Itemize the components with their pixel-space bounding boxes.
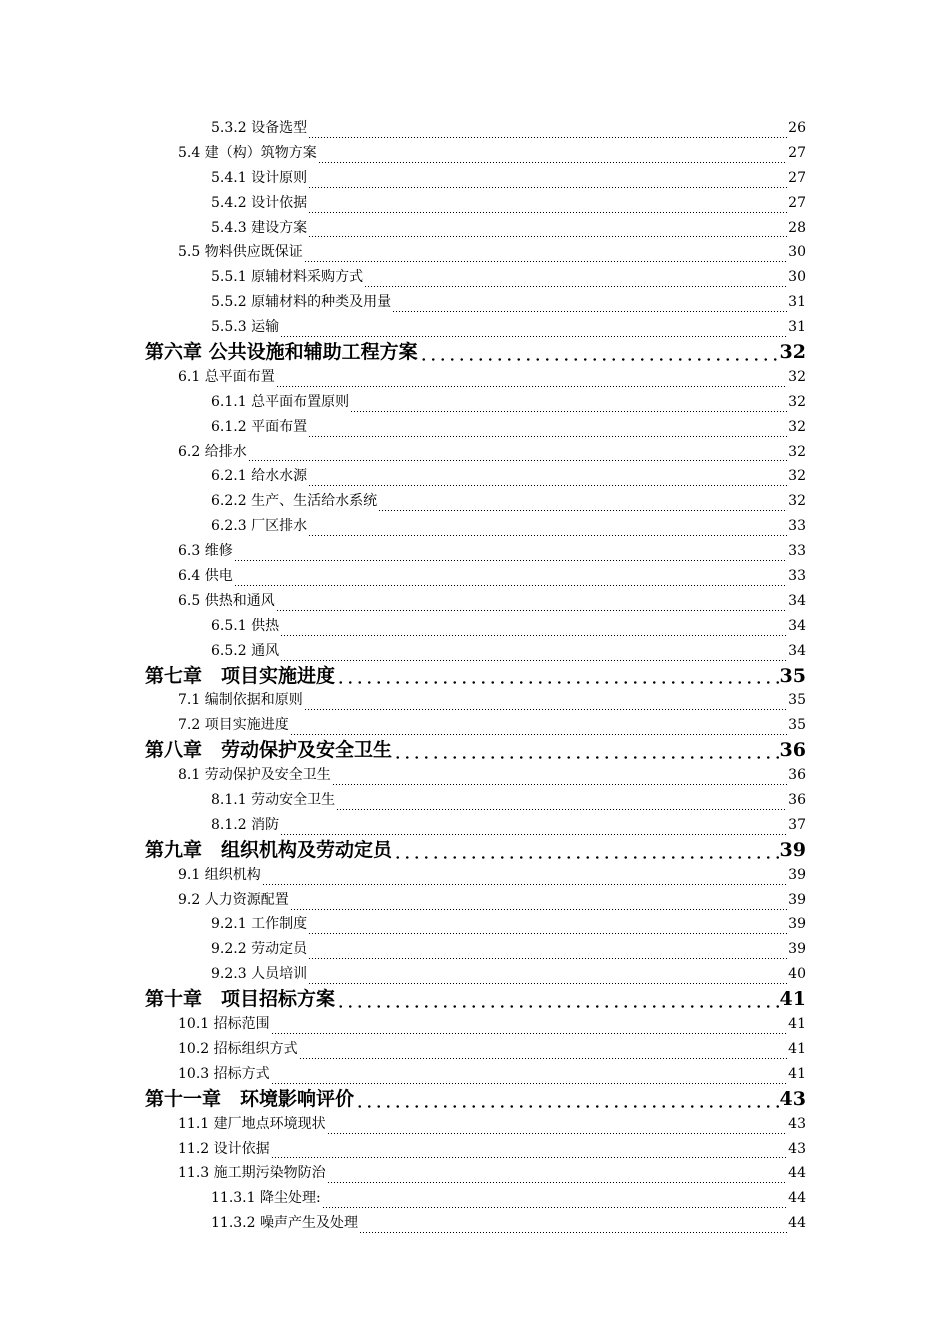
toc-entry-title: 10.3 招标方式: [178, 1065, 270, 1082]
toc-entry-page: 34: [788, 617, 806, 634]
toc-entry[interactable]: [0, 166, 950, 191]
toc-entry[interactable]: [0, 1161, 950, 1186]
dot-leader: [308, 197, 787, 216]
toc-entry[interactable]: [0, 265, 950, 290]
toc-entry[interactable]: [0, 464, 950, 489]
toc-entry[interactable]: [0, 216, 950, 241]
toc-entry[interactable]: [0, 1211, 950, 1236]
toc-entry-title: 11.3.1 降尘处理:: [211, 1190, 321, 1207]
dot-leader: [308, 918, 787, 937]
toc-entry-page: 43: [788, 1115, 806, 1132]
dot-leader: [332, 769, 787, 788]
toc-entry[interactable]: [0, 390, 950, 415]
dot-leader: [318, 147, 787, 166]
toc-entry[interactable]: [0, 191, 950, 216]
toc-entry-title: 6.1 总平面布置: [178, 368, 275, 385]
toc-entry-title: 8.1.1 劳动安全卫生: [211, 792, 336, 809]
toc-entry-title: 5.4.3 建设方案: [211, 219, 308, 236]
dot-leader: [276, 595, 787, 614]
toc-entry-page: 40: [788, 966, 806, 983]
toc-entry-page: 32: [788, 468, 806, 485]
toc-entry-title: 6.2 给排水: [178, 443, 247, 460]
toc-chapter-entry[interactable]: [0, 838, 950, 863]
toc-entry[interactable]: [0, 813, 950, 838]
toc-entry-page: 27: [788, 144, 806, 161]
toc-entry-page: 26: [788, 119, 806, 136]
toc-entry[interactable]: [0, 1037, 950, 1062]
toc-entry[interactable]: [0, 589, 950, 614]
toc-entry-page: 34: [788, 642, 806, 659]
toc-entry-title: 11.3 施工期污染物防治: [178, 1165, 326, 1182]
toc-entry-page: 33: [788, 543, 806, 560]
toc-entry-page: 34: [788, 592, 806, 609]
toc-chapter-entry[interactable]: [0, 340, 950, 365]
toc-entry-page: 39: [779, 838, 806, 861]
dot-leader: [327, 1118, 788, 1137]
toc-entry-page: 32: [788, 443, 806, 460]
dot-leader: [359, 1217, 787, 1236]
toc-entry-title: 11.2 设计依据: [178, 1140, 270, 1157]
toc-entry-page: 43: [788, 1140, 806, 1157]
toc-entry[interactable]: [0, 614, 950, 639]
toc-entry-title: 第十章 项目招标方案: [145, 988, 336, 1011]
toc-entry[interactable]: [0, 514, 950, 539]
toc-entry-title: 6.4 供电: [178, 568, 233, 585]
toc-entry[interactable]: [0, 1012, 950, 1037]
dot-leader: [327, 1167, 788, 1186]
dot-leader: [304, 246, 787, 265]
toc-entry-title: 第八章 劳动保护及安全卫生: [145, 739, 393, 762]
dot-leader: [392, 296, 787, 315]
toc-entry-title: 10.1 招标范围: [178, 1016, 270, 1033]
toc-entry-title: 8.1 劳动保护及安全卫生: [178, 767, 331, 784]
toc-entry-title: 9.2.1 工作制度: [211, 916, 308, 933]
toc-entry-title: 8.1.2 消防: [211, 816, 280, 833]
dot-leader: [308, 172, 787, 191]
toc-entry-title: 5.5 物料供应既保证: [178, 244, 303, 261]
toc-entry[interactable]: [0, 240, 950, 265]
toc-chapter-entry[interactable]: [0, 987, 950, 1012]
toc-entry-title: 5.4 建（构）筑物方案: [178, 144, 317, 161]
toc-entry-page: 27: [788, 169, 806, 186]
toc-entry[interactable]: [0, 315, 950, 340]
toc-entry[interactable]: [0, 539, 950, 564]
toc-entry[interactable]: [0, 962, 950, 987]
toc-entry-page: 32: [788, 393, 806, 410]
toc-entry[interactable]: [0, 888, 950, 913]
toc-entry-page: 31: [788, 294, 806, 311]
toc-entry-page: 41: [788, 1040, 806, 1057]
toc-entry-title: 6.5.1 供热: [211, 617, 280, 634]
dot-leader: [378, 495, 787, 514]
toc-entry-title: 9.2.2 劳动定员: [211, 941, 308, 958]
toc-entry[interactable]: [0, 489, 950, 514]
toc-entry-page: 35: [788, 717, 806, 734]
toc-entry-title: 第七章 项目实施进度: [145, 664, 336, 687]
toc-entry-title: 5.5.1 原辅材料采购方式: [211, 269, 364, 286]
toc-entry-title: 6.5.2 通风: [211, 642, 280, 659]
dot-leader: [248, 445, 787, 464]
toc-entry-page: 41: [788, 1065, 806, 1082]
dot-leader: [234, 545, 787, 564]
dot-leader: [336, 990, 779, 1012]
toc-entry-page: 32: [788, 493, 806, 510]
toc-entry-title: 5.5.3 运输: [211, 319, 280, 336]
toc-entry-title: 6.2.2 生产、生活给水系统: [211, 493, 378, 510]
toc-entry-title: 11.1 建厂地点环境现状: [178, 1115, 326, 1132]
toc-entry-page: 32: [779, 341, 806, 363]
toc-entry[interactable]: [0, 141, 950, 166]
toc-entry[interactable]: [0, 415, 950, 440]
dot-leader: [304, 694, 787, 713]
dot-leader: [280, 819, 787, 838]
toc-entry[interactable]: [0, 440, 950, 465]
toc-chapter-entry[interactable]: [0, 738, 950, 763]
toc-entry-page: 39: [788, 866, 806, 883]
toc-entry-page: 44: [788, 1165, 806, 1182]
toc-entry-page: 36: [788, 792, 806, 809]
dot-leader: [308, 520, 787, 539]
dot-leader: [393, 841, 779, 863]
table-of-contents: [0, 116, 950, 1236]
toc-entry[interactable]: [0, 937, 950, 962]
toc-entry[interactable]: [0, 763, 950, 788]
toc-entry-page: 32: [788, 368, 806, 385]
dot-leader: [308, 968, 787, 987]
toc-entry-title: 11.3.2 噪声产生及处理: [211, 1215, 358, 1232]
toc-entry-title: 5.4.1 设计原则: [211, 169, 308, 186]
toc-entry-page: 36: [779, 739, 806, 762]
dot-leader: [419, 343, 779, 365]
dot-leader: [308, 943, 787, 962]
dot-leader: [271, 1142, 788, 1161]
toc-entry-page: 39: [788, 941, 806, 958]
toc-entry-page: 35: [788, 692, 806, 709]
toc-entry-page: 37: [788, 816, 806, 833]
toc-entry[interactable]: [0, 564, 950, 589]
toc-entry-title: 6.2.3 厂区排水: [211, 518, 308, 535]
toc-entry-title: 6.5 供热和通风: [178, 592, 275, 609]
toc-entry-title: 第六章 公共设施和辅助工程方案: [145, 341, 418, 363]
toc-chapter-entry[interactable]: [0, 1087, 950, 1112]
toc-entry-page: 31: [788, 319, 806, 336]
dot-leader: [280, 321, 787, 340]
toc-entry-title: 9.1 组织机构: [178, 866, 261, 883]
toc-entry-page: 41: [788, 1016, 806, 1033]
toc-entry-page: 28: [788, 219, 806, 236]
dot-leader: [299, 1043, 788, 1062]
toc-entry-title: 7.1 编制依据和原则: [178, 692, 303, 709]
dot-leader: [280, 645, 787, 664]
toc-entry[interactable]: [0, 1112, 950, 1137]
toc-entry-page: 36: [788, 767, 806, 784]
toc-chapter-entry[interactable]: [0, 664, 950, 689]
toc-entry-page: 43: [779, 1087, 806, 1110]
dot-leader: [276, 371, 787, 390]
dot-leader: [280, 620, 787, 639]
dot-leader: [271, 1068, 788, 1087]
toc-entry[interactable]: [0, 863, 950, 888]
dot-leader: [308, 221, 787, 240]
toc-entry[interactable]: [0, 1137, 950, 1162]
toc-entry-title: 6.1.2 平面布置: [211, 418, 308, 435]
toc-entry-title: 10.2 招标组织方式: [178, 1040, 298, 1057]
toc-entry[interactable]: [0, 639, 950, 664]
toc-entry[interactable]: [0, 913, 950, 938]
dot-leader: [336, 666, 779, 688]
dot-leader: [350, 396, 787, 415]
toc-entry[interactable]: [0, 1186, 950, 1211]
toc-entry-title: 9.2.3 人员培训: [211, 966, 308, 983]
toc-entry-page: 33: [788, 568, 806, 585]
dot-leader: [322, 1192, 787, 1211]
toc-entry-page: 35: [779, 664, 806, 687]
dot-leader: [336, 794, 787, 813]
toc-entry-title: 7.2 项目实施进度: [178, 717, 289, 734]
toc-entry[interactable]: [0, 1062, 950, 1087]
dot-leader: [308, 421, 787, 440]
toc-entry-page: 39: [788, 916, 806, 933]
dot-leader: [262, 869, 787, 888]
dot-leader: [290, 719, 787, 738]
toc-entry-title: 5.5.2 原辅材料的种类及用量: [211, 294, 392, 311]
toc-entry[interactable]: [0, 365, 950, 390]
dot-leader: [271, 1018, 788, 1037]
toc-entry[interactable]: [0, 290, 950, 315]
dot-leader: [393, 741, 779, 763]
dot-leader: [364, 271, 787, 290]
toc-entry-title: 第九章 组织机构及劳动定员: [145, 838, 393, 861]
toc-entry-page: 30: [788, 269, 806, 286]
toc-entry-page: 41: [779, 988, 806, 1011]
dot-leader: [355, 1090, 779, 1112]
dot-leader: [308, 470, 787, 489]
toc-entry[interactable]: [0, 688, 950, 713]
toc-entry-title: 9.2 人力资源配置: [178, 891, 289, 908]
dot-leader: [308, 122, 787, 141]
toc-entry[interactable]: [0, 713, 950, 738]
toc-entry-title: 第十一章 环境影响评价: [145, 1087, 355, 1110]
toc-entry-page: 44: [788, 1190, 806, 1207]
toc-entry-page: 33: [788, 518, 806, 535]
toc-entry[interactable]: [0, 788, 950, 813]
toc-entry-page: 27: [788, 194, 806, 211]
toc-entry-page: 44: [788, 1215, 806, 1232]
toc-entry-title: 6.1.1 总平面布置原则: [211, 393, 350, 410]
toc-entry-page: 30: [788, 244, 806, 261]
toc-entry-page: 39: [788, 891, 806, 908]
dot-leader: [234, 570, 787, 589]
toc-entry-title: 5.4.2 设计依据: [211, 194, 308, 211]
dot-leader: [290, 894, 787, 913]
toc-entry-page: 32: [788, 418, 806, 435]
toc-entry[interactable]: [0, 116, 950, 141]
toc-entry-title: 6.3 维修: [178, 543, 233, 560]
toc-entry-title: 5.3.2 设备选型: [211, 119, 308, 136]
toc-entry-title: 6.2.1 给水水源: [211, 468, 308, 485]
